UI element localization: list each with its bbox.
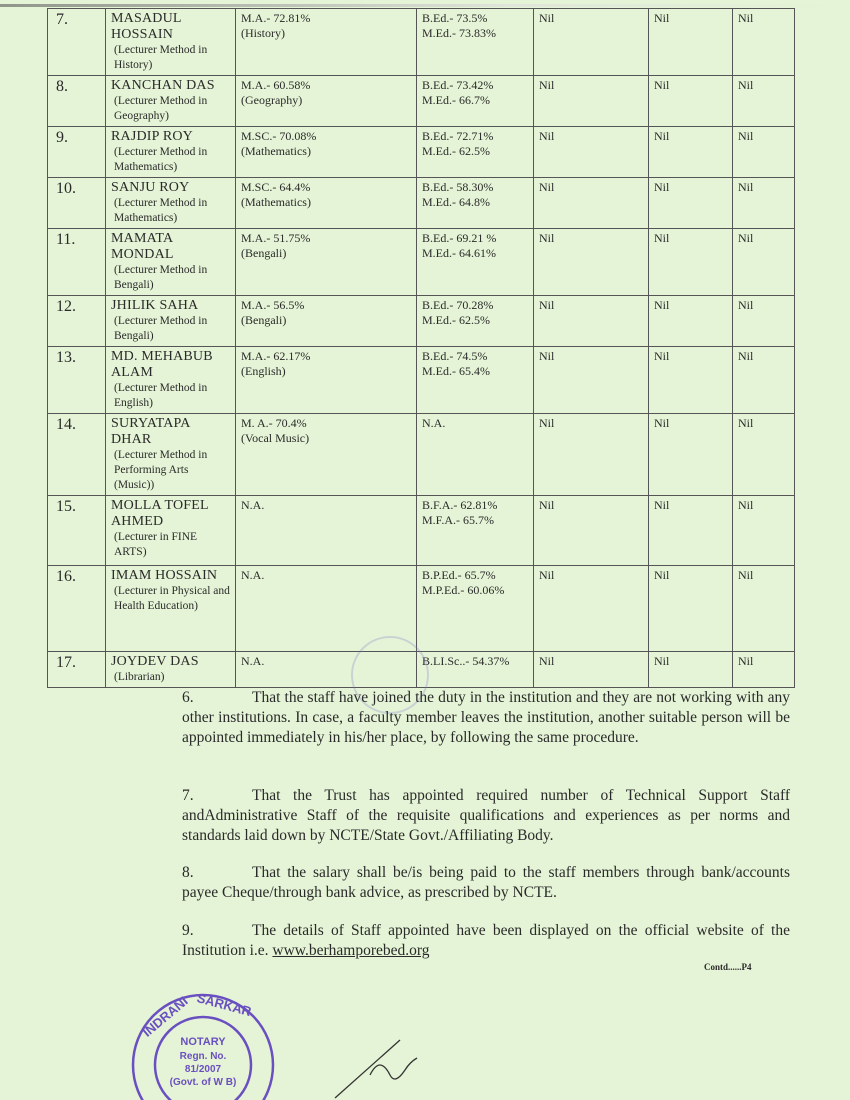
- table-row: [48, 347, 795, 414]
- pg-subject: (Mathematics): [241, 195, 311, 209]
- paragraph-text: That the salary shall be/is being paid to the staff members through bank/accounts payee Cheque/through bank advice, as prescribed by NCTE.: [182, 864, 790, 901]
- designation: (Lecturer in FINE ARTS): [114, 531, 198, 558]
- prof-qualification-1: B.LI.Sc..- 54.37%: [422, 654, 510, 668]
- cell-col5: Nil: [534, 229, 649, 296]
- paragraph-9: [182, 921, 790, 961]
- table-row: [48, 414, 795, 496]
- scan-edge: [0, 4, 850, 7]
- prof-qualification-1: B.Ed.- 72.71%: [422, 129, 494, 143]
- pg-subject: (Geography): [241, 93, 303, 107]
- cell-col6: Nil: [649, 76, 733, 127]
- staff-name: MOLLA TOFEL AHMED: [111, 498, 209, 529]
- paragraph-6: [182, 688, 790, 748]
- pg-qualification: N.A.: [241, 654, 265, 668]
- prof-qualification-1: B.Ed.- 74.5%: [422, 349, 488, 363]
- cell-col6: Nil: [649, 9, 733, 76]
- prof-qualification-2: M.Ed.- 64.8%: [422, 195, 490, 209]
- continued-note: Contd......P4: [704, 962, 752, 972]
- prof-qualification-1: N.A.: [422, 416, 446, 430]
- prof-qualification-1: B.Ed.- 58.30%: [422, 180, 494, 194]
- cell-col5: Nil: [534, 9, 649, 76]
- table-row: [48, 127, 795, 178]
- cell-col5: Nil: [534, 296, 649, 347]
- prof-qualification-1: B.F.A.- 62.81%: [422, 498, 498, 512]
- pg-subject: (Vocal Music): [241, 431, 310, 445]
- table-row: [48, 496, 795, 566]
- cell-col5: Nil: [534, 652, 649, 688]
- paragraph-number: 8.: [182, 864, 194, 881]
- cell-col7: Nil: [733, 347, 795, 414]
- cell-col6: Nil: [649, 566, 733, 652]
- pg-qualification: M. A.- 70.4%: [241, 416, 307, 430]
- designation: (Lecturer Method in Mathematics): [114, 146, 208, 173]
- paragraph-number: 9.: [182, 922, 194, 939]
- table-row: [48, 9, 795, 76]
- designation: (Lecturer Method in Mathematics): [114, 197, 208, 224]
- pg-qualification: N.A.: [241, 568, 265, 582]
- notary-stamp: [128, 985, 288, 1100]
- prof-qualification-2: M.Ed.- 65.4%: [422, 364, 490, 378]
- table-row: [48, 296, 795, 347]
- cell-col6: Nil: [649, 496, 733, 566]
- cell-col5: Nil: [534, 414, 649, 496]
- designation: (Lecturer Method in Performing Arts (Music)): [114, 449, 208, 491]
- cell-col5: Nil: [534, 347, 649, 414]
- prof-qualification-2: M.Ed.- 66.7%: [422, 93, 490, 107]
- prof-qualification-2: M.Ed.- 64.61%: [422, 246, 496, 260]
- staff-name: KANCHAN DAS: [111, 78, 215, 93]
- staff-name: IMAM HOSSAIN: [111, 568, 218, 583]
- svg-text:SARKAR: SARKAR: [195, 990, 253, 1020]
- cell-col5: Nil: [534, 566, 649, 652]
- cell-col6: Nil: [649, 414, 733, 496]
- prof-qualification-1: B.P.Ed.- 65.7%: [422, 568, 496, 582]
- pg-qualification: M.A.- 56.5%: [241, 298, 305, 312]
- serial-number: 12.: [48, 296, 106, 347]
- pg-qualification: M.A.- 51.75%: [241, 231, 311, 245]
- designation: (Lecturer Method in Bengali): [114, 264, 208, 291]
- serial-number: 17.: [48, 652, 106, 688]
- staff-table: [47, 8, 795, 688]
- designation: (Lecturer Method in Bengali): [114, 315, 208, 342]
- cell-col7: Nil: [733, 296, 795, 347]
- serial-number: 8.: [48, 76, 106, 127]
- cell-col5: Nil: [534, 178, 649, 229]
- staff-name: RAJDIP ROY: [111, 129, 193, 144]
- cell-col7: Nil: [733, 566, 795, 652]
- svg-text:81/2007: 81/2007: [184, 1064, 222, 1075]
- svg-text:(Govt. of W B): (Govt. of W B): [169, 1077, 237, 1088]
- serial-number: 9.: [48, 127, 106, 178]
- cell-col7: Nil: [733, 229, 795, 296]
- staff-name: SURYATAPA DHAR: [111, 416, 190, 447]
- paragraph-8: [182, 863, 790, 903]
- pg-qualification: N.A.: [241, 498, 265, 512]
- serial-number: 15.: [48, 496, 106, 566]
- designation: (Librarian): [114, 671, 165, 683]
- website-link[interactable]: www.berhamporebed.org: [272, 942, 430, 959]
- cell-col7: Nil: [733, 127, 795, 178]
- cell-col7: Nil: [733, 9, 795, 76]
- cell-col7: Nil: [733, 76, 795, 127]
- prof-qualification-2: M.Ed.- 62.5%: [422, 313, 490, 327]
- cell-col7: Nil: [733, 496, 795, 566]
- pg-subject: (History): [241, 26, 285, 40]
- prof-qualification-2: M.Ed.- 73.83%: [422, 26, 496, 40]
- serial-number: 7.: [48, 9, 106, 76]
- cell-col7: Nil: [733, 414, 795, 496]
- paragraph-number: 7.: [182, 787, 194, 804]
- designation: (Lecturer Method in Geography): [114, 95, 208, 122]
- pg-qualification: M.SC.- 70.08%: [241, 129, 317, 143]
- pg-qualification: M.A.- 62.17%: [241, 349, 311, 363]
- handwritten-signature: [330, 1030, 440, 1100]
- cell-col6: Nil: [649, 178, 733, 229]
- table-row: [48, 229, 795, 296]
- pg-qualification: M.SC.- 64.4%: [241, 180, 311, 194]
- staff-name: JHILIK SAHA: [111, 298, 199, 313]
- serial-number: 13.: [48, 347, 106, 414]
- staff-name: MD. MEHABUB ALAM: [111, 349, 213, 380]
- designation: (Lecturer Method in History): [114, 44, 208, 71]
- pg-subject: (Mathematics): [241, 144, 311, 158]
- svg-text:NOTARY: NOTARY: [180, 1036, 226, 1048]
- serial-number: 14.: [48, 414, 106, 496]
- serial-number: 11.: [48, 229, 106, 296]
- pg-subject: (Bengali): [241, 313, 287, 327]
- prof-qualification-1: B.Ed.- 70.28%: [422, 298, 494, 312]
- prof-qualification-1: B.Ed.- 73.5%: [422, 11, 488, 25]
- staff-name: SANJU ROY: [111, 180, 190, 195]
- staff-name: MASADUL HOSSAIN: [111, 11, 182, 42]
- table-row: [48, 178, 795, 229]
- table-row: [48, 76, 795, 127]
- staff-name: MAMATA MONDAL: [111, 231, 174, 262]
- cell-col6: Nil: [649, 652, 733, 688]
- svg-text:INDRANI: INDRANI: [139, 993, 191, 1040]
- cell-col7: Nil: [733, 178, 795, 229]
- prof-qualification-1: B.Ed.- 69.21 %: [422, 231, 497, 245]
- svg-text:Regn. No.: Regn. No.: [179, 1051, 227, 1062]
- cell-col5: Nil: [534, 127, 649, 178]
- designation: (Lecturer in Physical and Health Education): [114, 585, 230, 612]
- designation: (Lecturer Method in English): [114, 382, 208, 409]
- cell-col6: Nil: [649, 229, 733, 296]
- staff-name: JOYDEV DAS: [111, 654, 199, 669]
- paragraph-text: That the staff have joined the duty in the institution and they are not working with any other institutions. In case, a faculty member leaves the institution, another suitable person will be appointed immediately in his/her place, by following the same procedure.: [182, 689, 790, 746]
- paragraph-7: [182, 786, 790, 846]
- prof-qualification-2: M.F.A.- 65.7%: [422, 513, 495, 527]
- cell-col6: Nil: [649, 347, 733, 414]
- prof-qualification-2: M.P.Ed.- 60.06%: [422, 583, 505, 597]
- paragraph-text: The details of Staff appointed have been displayed on the official website of the Institution i.e.: [182, 922, 790, 959]
- cell-col7: Nil: [733, 652, 795, 688]
- paragraph-text: That the Trust has appointed required number of Technical Support Staff andAdministrative Staff of the requisite qualifications and experiences as per norms and standards laid down by NCTE/State Govt./Affiliating Body.: [182, 787, 790, 844]
- prof-qualification-2: M.Ed.- 62.5%: [422, 144, 490, 158]
- cell-col5: Nil: [534, 496, 649, 566]
- cell-col6: Nil: [649, 127, 733, 178]
- cell-col6: Nil: [649, 296, 733, 347]
- prof-qualification-1: B.Ed.- 73.42%: [422, 78, 494, 92]
- pg-qualification: M.A.- 72.81%: [241, 11, 311, 25]
- pg-subject: (Bengali): [241, 246, 287, 260]
- cell-col5: Nil: [534, 76, 649, 127]
- paragraph-number: 6.: [182, 689, 194, 706]
- pg-qualification: M.A.- 60.58%: [241, 78, 311, 92]
- serial-number: 16.: [48, 566, 106, 652]
- serial-number: 10.: [48, 178, 106, 229]
- pg-subject: (English): [241, 364, 286, 378]
